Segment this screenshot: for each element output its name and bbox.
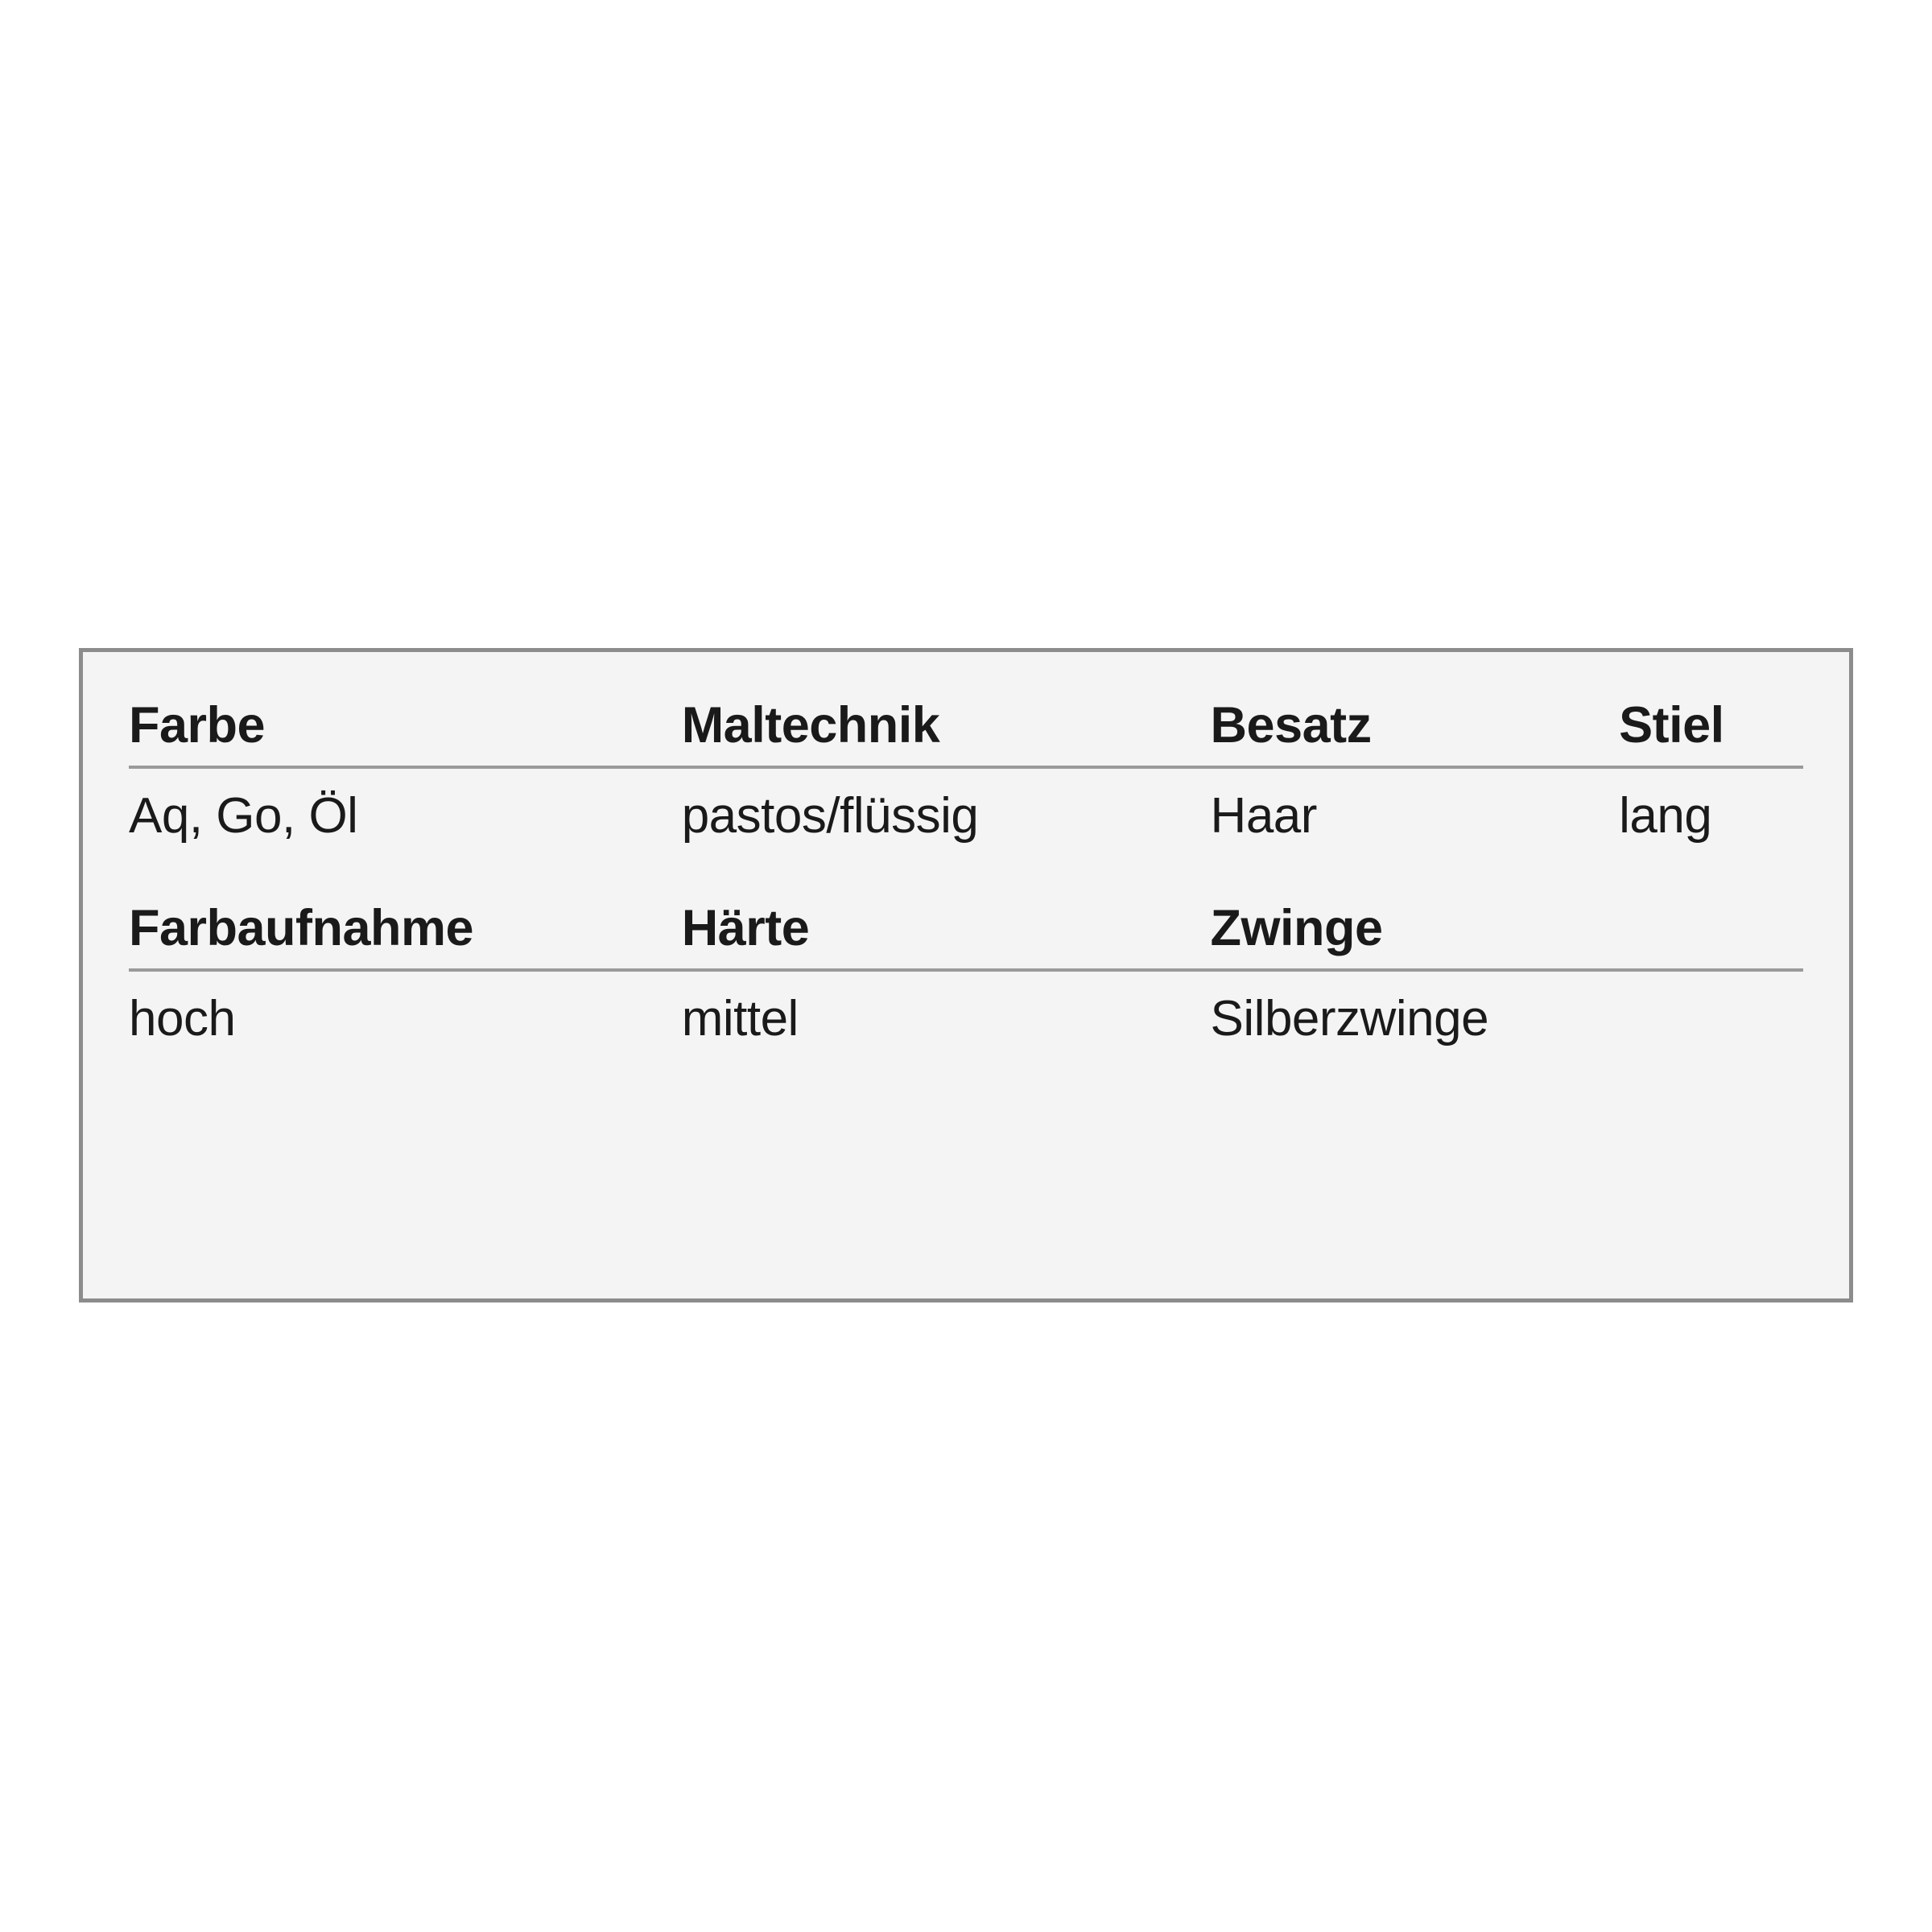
spec-value-farbaufnahme: hoch [129,990,236,1046]
spec-value-farbe: Aq, Go, Öl [129,788,358,844]
spec-value-besatz: Haar [1210,788,1317,844]
spec-header-maltechnik: Maltechnik [681,697,940,753]
spec-header-farbaufnahme: Farbaufnahme [129,899,474,956]
spec-header-besatz: Besatz [1210,697,1372,753]
spec-header-stiel: Stiel [1619,697,1724,753]
spec-value-haerte: mittel [681,990,799,1046]
spec-header-rule-1 [129,766,1803,769]
spec-value-row-1 [129,790,1803,844]
spec-header-rule-2 [129,968,1803,972]
spec-header-row-1 [129,697,1803,753]
spec-header-zwinge: Zwinge [1210,899,1383,956]
spec-header-haerte: Härte [681,899,810,956]
spec-panel-content [129,697,1803,1046]
spec-value-maltechnik: pastos/flüssig [681,788,979,844]
spec-block-1 [129,697,1803,844]
spec-header-farbe: Farbe [129,697,266,753]
spec-value-stiel: lang [1619,788,1712,844]
spec-panel [79,648,1853,1302]
spec-block-2 [129,899,1803,1046]
spec-value-row-2 [129,990,1803,1046]
spec-value-zwinge: Silberzwinge [1210,990,1489,1046]
spec-header-row-2 [129,899,1803,956]
